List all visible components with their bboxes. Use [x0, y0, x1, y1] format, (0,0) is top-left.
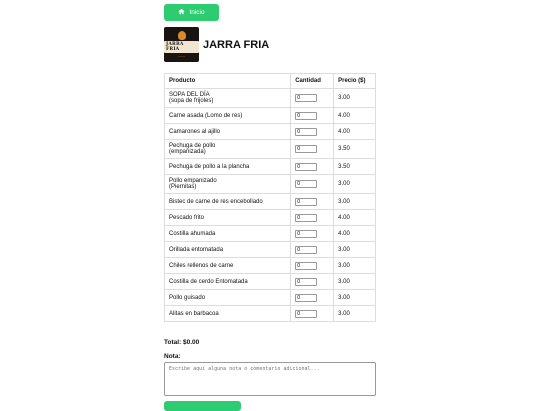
quantity-input[interactable]	[295, 294, 317, 302]
quantity-cell	[291, 258, 334, 274]
product-subtitle: (Piernitas)	[169, 184, 197, 190]
price-cell: 3.50	[334, 159, 376, 175]
quantity-input[interactable]	[295, 145, 317, 153]
quantity-input[interactable]	[295, 112, 317, 120]
quantity-cell	[291, 290, 334, 306]
quantity-cell	[291, 274, 334, 290]
home-button-label: Inicio	[189, 9, 205, 16]
product-cell	[165, 226, 291, 242]
product-cell	[165, 140, 291, 159]
price-cell: 3.00	[334, 258, 376, 274]
quantity-input[interactable]	[295, 262, 317, 270]
quantity-input[interactable]	[295, 180, 317, 188]
quantity-cell	[291, 194, 334, 210]
product-name: Costilla de cerdo Entomatada	[169, 278, 248, 285]
quantity-cell	[291, 159, 334, 175]
quantity-cell	[291, 175, 334, 194]
table-row	[165, 210, 376, 226]
product-name: Camarones al ajillo	[169, 128, 221, 135]
quantity-input[interactable]	[295, 163, 317, 171]
price-cell: 4.00	[334, 226, 376, 242]
price-cell: 4.00	[334, 124, 376, 140]
home-icon	[178, 8, 185, 17]
quantity-cell	[291, 242, 334, 258]
price-cell: 3.00	[334, 274, 376, 290]
table-row	[165, 194, 376, 210]
note-label: Nota:	[164, 353, 181, 360]
quantity-input[interactable]	[295, 278, 317, 286]
flame-icon	[178, 31, 186, 40]
quantity-input[interactable]	[295, 310, 317, 318]
logo-text: JARRA FRIA	[164, 41, 199, 53]
product-name: Pollo empanizado	[169, 178, 217, 184]
product-name: Costilla ahumada	[169, 230, 216, 237]
table-row	[165, 258, 376, 274]
product-cell	[165, 210, 291, 226]
menu-table	[164, 73, 376, 322]
product-cell	[165, 258, 291, 274]
product-name: Chiles rellenos de carne	[169, 262, 234, 269]
quantity-cell	[291, 210, 334, 226]
order-total: Total: $0.00	[164, 339, 200, 346]
price-cell: 3.50	[334, 140, 376, 159]
header-product: Producto	[165, 74, 291, 89]
table-row	[165, 226, 376, 242]
table-row	[165, 140, 376, 159]
quantity-input[interactable]	[295, 198, 317, 206]
product-name: Pechuga de pollo a la plancha	[169, 163, 250, 170]
table-row	[165, 124, 376, 140]
quantity-input[interactable]	[295, 94, 317, 102]
table-row	[165, 108, 376, 124]
price-cell: 3.00	[334, 175, 376, 194]
page-title: JARRA FRIA	[203, 38, 270, 51]
product-name: SOPA DEL DÍA	[169, 92, 210, 98]
table-row	[165, 89, 376, 108]
price-cell: 3.00	[334, 290, 376, 306]
table-row	[165, 306, 376, 322]
product-name: Pechuga de pollo	[169, 143, 216, 149]
home-button[interactable]	[164, 4, 219, 21]
table-row	[165, 274, 376, 290]
price-cell: 3.00	[334, 242, 376, 258]
product-cell	[165, 124, 291, 140]
product-name: Carne asada (Lomo de res)	[169, 112, 243, 119]
product-name: Bistec de carne de res encebollado	[169, 198, 263, 205]
product-cell	[165, 194, 291, 210]
table-row	[165, 242, 376, 258]
brand-header	[164, 27, 269, 62]
table-row	[165, 290, 376, 306]
product-cell	[165, 89, 291, 108]
restaurant-logo: JARRA FRIA ~~~~	[164, 27, 199, 62]
product-name: Orillada entomatada	[169, 246, 224, 253]
quantity-input[interactable]	[295, 214, 317, 222]
header-quantity: Cantidad	[291, 74, 334, 89]
submit-order-button[interactable]	[164, 401, 241, 411]
quantity-cell	[291, 124, 334, 140]
product-cell	[165, 290, 291, 306]
header-price: Precio ($)	[334, 74, 376, 89]
product-name: Pollo guisado	[169, 294, 206, 301]
price-cell: 3.00	[334, 89, 376, 108]
product-subtitle: (sopa de frijoles)	[169, 98, 214, 104]
product-name: Alitas en barbacoa	[169, 310, 219, 317]
quantity-cell	[291, 306, 334, 322]
product-cell	[165, 159, 291, 175]
quantity-cell	[291, 108, 334, 124]
product-cell	[165, 175, 291, 194]
table-header-row	[165, 74, 376, 89]
note-textarea[interactable]	[164, 362, 376, 396]
product-cell	[165, 242, 291, 258]
price-cell: 4.00	[334, 108, 376, 124]
product-name: Pescado frito	[169, 214, 205, 221]
price-cell: 3.00	[334, 194, 376, 210]
quantity-input[interactable]	[295, 128, 317, 136]
quantity-cell	[291, 140, 334, 159]
quantity-cell	[291, 226, 334, 242]
quantity-cell	[291, 89, 334, 108]
quantity-input[interactable]	[295, 246, 317, 254]
quantity-input[interactable]	[295, 230, 317, 238]
price-cell: 4.00	[334, 210, 376, 226]
product-subtitle: (empanizada)	[169, 149, 206, 155]
table-row	[165, 175, 376, 194]
product-cell	[165, 274, 291, 290]
table-row	[165, 159, 376, 175]
product-cell	[165, 108, 291, 124]
price-cell: 3.00	[334, 306, 376, 322]
product-cell	[165, 306, 291, 322]
